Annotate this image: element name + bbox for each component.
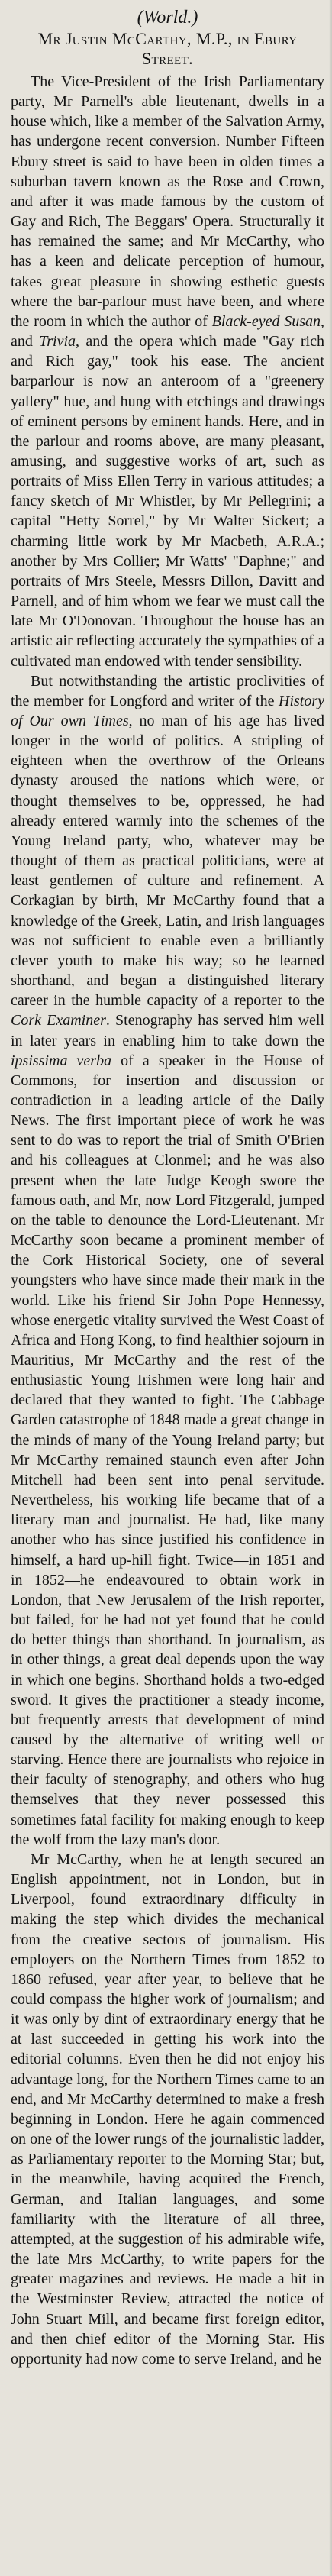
- article-text: The Vice-President of the Irish Parliamentary party, Mr Parnell's able lieutenant, dwells in a house which, like a member of the Salvation Army, has undergone recent conversion. Number Fifteen Ebury street is said to have been in olden times a suburban tavern known as the Rose and Crown, and after it was made famous by the custom of Gay and Rich, The Beggars' Opera. Structurally it has remained the same; and Mr McCarthy, who has a keen and delicate perception of humour, takes great pleasure in showing esthetic guests where the bar-parlour must have been, and where the room in which the author of: [11, 73, 324, 330]
- article-paragraph: [11, 1850, 324, 2369]
- italic-title: Black-eyed Susan: [211, 312, 321, 330]
- article-headline: Mr Justin McCarthy, M.P., in Ebury Street.: [37, 29, 298, 68]
- italic-title: ipsissima verba: [11, 1052, 112, 1069]
- italic-title: Cork Examiner: [11, 1012, 106, 1029]
- article-text: , and: [11, 312, 324, 351]
- italic-title: History of Our own Times: [11, 692, 324, 729]
- article-paragraph: [11, 72, 324, 671]
- source-line: (World.): [137, 8, 198, 27]
- article-text: , and the opera which made "Gay rich and Rich gay," took his ease. The ancient barparlour is now an anteroom of a "greenery yallery" hue, and hung with etchings and drawings of eminent persons by eminent hands. Here, and in the parlour and rooms above, are many pleasant, amusing, and suggestive works of art, such as portraits of Miss Ellen Terry in various attitudes; a fancy sketch of Mr Whistler, by Mr Pellegrini; a capital "Hetty Sorrel," by Mr Walter Sickert; a charming little work by Mr Macbeth, A.R.A.; another by Mrs Collier; Mr Watts' "Daphne;" and portraits of Mrs Steele, Messrs Dillon, Davitt and Parnell, and of him whom we fear we must call the late Mr O'Donovan. Throughout the house has an artistic air reflecting accurately the sympathies of a cultivated man endowed with tender sensibility.: [11, 333, 324, 670]
- article-paragraph: [11, 671, 324, 1850]
- article-text: Mr McCarthy, when he at length secured an English appointment, not in London, but in Liverpool, found extraordinary difficulty in making the step which divides the mechanical from the creative sectors of journalism. His employers on the Northern Times from 1852 to 1860 refused, year after year, to believe that he could compass the higher work of journalism; and it was only by dint of extraordinary energy that he at last succeeded in getting his work into the editorial columns. Even then he did not enjoy his advantage long, for the Northern Times came to an end, and Mr McCarthy determined to make a fresh beginning in London. Here he again commenced on one of the lower rungs of the journalistic ladder, as Parliamentary reporter to the Morning Star; but, in the meanwhile, having acquired the French, German, and Italian languages, and some familiarity with the literature of all three, attempted, at the suggestion of his admirable wife, the late Mrs McCarthy, to write papers for the greater magazines and reviews. He made a hit in the Westminster Review, attracted the notice of John Stuart Mill, and became first foreign editor, and then chief editor of the Morning Star. His opportunity had now come to serve Ireland, and he: [11, 1850, 324, 2368]
- page-edge-shadow: [329, 0, 332, 2576]
- article-text: . Stenography has served him well in later years in enabling him to take down the: [11, 1012, 325, 1049]
- article-text: , no man of his age has lived longer in the world of politics. A stripling of eighteen when the overthrow of the Orleans dynasty aroused the nations which were, or thought themselves to be, oppressed, he had already entered warmly into the schemes of the Young Ireland party, who, whatever may be thought of them as practical politicians, were at least gentlemen of culture and refinement. A Corkagian by birth, Mr McCarthy found that a knowledge of the Greek, Latin, and Irish languages was not sufficient to enable even a brilliantly clever youth to make his way; so he learned shorthand, and began a distinguished literary career in the humble capacity of a reporter to the: [11, 713, 324, 1010]
- article-text: But notwithstanding the artistic proclivities of the member for Longford and writer of the: [11, 672, 324, 709]
- italic-title: Trivia: [39, 333, 76, 351]
- article-body: [11, 72, 324, 2369]
- article-text: of a speaker in the House of Commons, for insertion and discussion or contradiction in a leading article of the Daily News. The first important piece of work he was sent to do was to report the trial of Smith O'Brien and his colleagues at Clonmel; and he was also present when the late Judge Keogh swore the famous oath, and Mr, now Lord Fitzgerald, jumped on the table to denounce the Lord-Lieutenant. Mr McCarthy soon became a prominent member of the Cork Historical Society, one of several youngsters who have since made their mark in the world. Like his friend Sir John Pope Hennessy, whose energetic vitality survived the West Coast of Africa and Hong Kong, to find healthier sojourn in Mauritius, Mr McCarthy and the rest of the enthusiastic Young Irishmen were long hair and declared that they wanted to fight. The Cabbage Garden catastrophe of 1848 made a great change in the minds of many of the Young Ireland party; but Mr McCarthy remained staunch even after John Mitchell had been sent into penal servitude. Nevertheless, his working life became that of a literary man and journalist. He had, like many another who has since justified his confidence in himself, a hard up-hill fight. Twice—in 1851 and in 1852—he endeavoured to obtain work in London, that New Jerusalem of the Irish reporter, but failed, for he had not yet found that he could do better things than shorthand. In journalism, as in other things, a great deal depends upon the way in which one begins. Shorthand holds a two-edged sword. It gives the practitioner a steady income, but frequently arrests that development of mind caused by the alternative of writing well or starving. Hence there are journalists who rejoice in their faculty of stenography, and others who hug themselves that they never possessed this sometimes fatal facility for making enough to keep the wolf from the lazy man's door.: [11, 1052, 324, 1848]
